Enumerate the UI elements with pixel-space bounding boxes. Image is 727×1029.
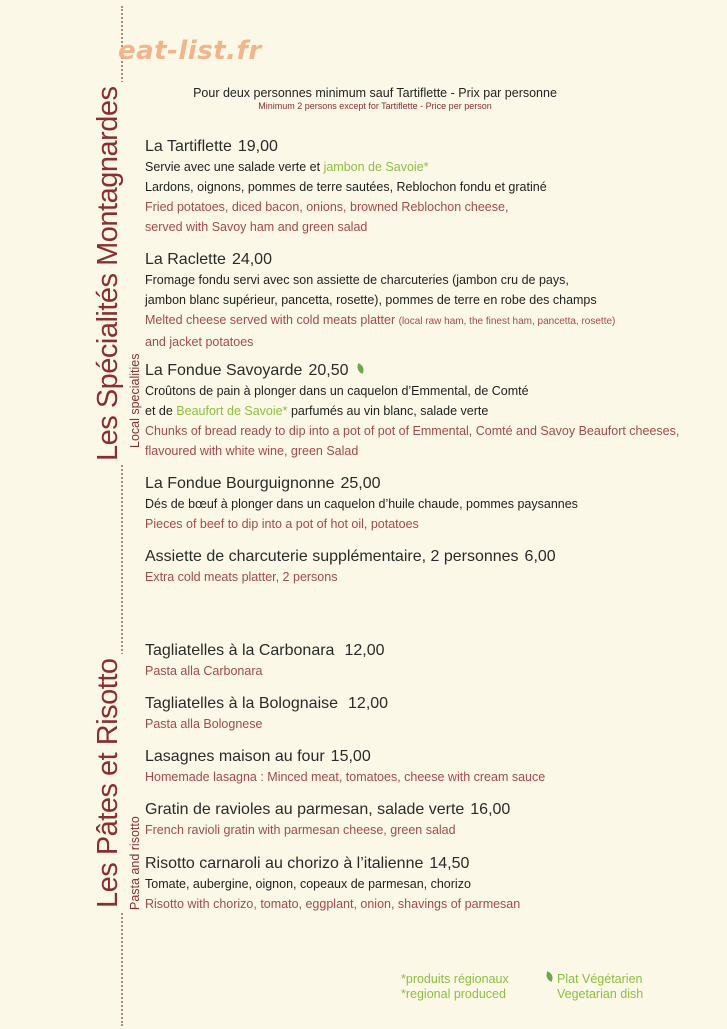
watermark: eat-list.fr [118, 36, 262, 66]
dish-price: 25,00 [340, 475, 381, 492]
dish-price: 12,00 [344, 642, 385, 659]
dish-price: 14,50 [429, 855, 470, 872]
dish-price: 24,00 [231, 251, 272, 268]
legend-vegetarian: Plat Végétarien Vegetarian dish [544, 972, 643, 1002]
dish-ravioles [145, 800, 705, 840]
dish-desc-fr: Servie avec une salade verte et jambon de Savoie* [145, 160, 429, 174]
dish-name: Lasagnes maison au four 15,00 [145, 748, 371, 765]
dish-price: 16,00 [470, 801, 511, 818]
dish-desc-en: Risotto with chorizo, tomato, eggplant, onion, shavings of parmesan [145, 897, 521, 911]
dish-name: Assiette de charcuterie supplémentaire, 2 personnes 6,00 [145, 548, 556, 565]
dish-name: La Fondue Savoyarde 20,50 [145, 361, 705, 381]
dish-desc-en: served with Savoy ham and green salad [145, 220, 368, 234]
intro [160, 86, 590, 111]
dish-desc-fr: jambon blanc supérieur, pancetta, rosette), pommes de terre en robe des champs [145, 293, 597, 307]
dish-price: 19,00 [237, 138, 278, 155]
dish-price: 6,00 [524, 548, 556, 565]
dish-desc-fr: Dés de bœuf à plonger dans un caquelon d’huile chaude, pommes paysannes [145, 497, 578, 511]
dish-desc-fr: Fromage fondu servi avec son assiette de charcuteries (jambon cru de pays, [145, 273, 569, 287]
dish-fondue-savoyarde [145, 361, 705, 461]
dish-desc-fr: Croûtons de pain à plonger dans un caquelon d’Emmental, de Comté [145, 384, 529, 398]
dish-name: La Raclette 24,00 [145, 251, 272, 268]
legend-regional: *produits régionaux *regional produced [401, 972, 509, 1001]
dish-desc-en: Pasta alla Carbonara [145, 664, 263, 678]
dish-fondue-bourguignonne [145, 474, 705, 534]
section-title-montagnardes [92, 82, 125, 465]
dish-desc-en: Pasta alla Bolognese [145, 717, 263, 731]
dish-bolognaise [145, 694, 705, 734]
dish-desc-fr: Tomate, aubergine, oignon, copeaux de parmesan, chorizo [145, 877, 471, 891]
section-subtitle-pates: Pasta and risotto [128, 816, 142, 910]
dish-name: La Tartiflette 19,00 [145, 138, 278, 155]
dish-risotto [145, 854, 705, 914]
section-subtitle-montagnardes: Local specialities [128, 353, 142, 448]
dish-desc-en: Melted cheese served with cold meats platter (local raw ham, the finest ham, pancetta, rosette) [145, 313, 616, 327]
dish-name: Risotto carnaroli au chorizo à l’italienne 14,50 [145, 855, 470, 872]
dish-desc-en: and jacket potatoes [145, 335, 254, 349]
dish-price: 15,00 [330, 748, 371, 765]
intro-fr: Pour deux personnes minimum sauf Tartiflette - Prix par personne [193, 86, 557, 100]
dish-desc-en: flavoured with white wine, green Salad [145, 444, 359, 458]
dish-lasagnes [145, 747, 705, 787]
dish-desc-fr: et de Beaufort de Savoie* parfumés au vin blanc, salade verte [145, 404, 489, 418]
dish-desc-en: French ravioli gratin with parmesan cheese, green salad [145, 823, 456, 837]
dish-price: 20,50 [308, 362, 349, 379]
intro-en: Minimum 2 persons except for Tartiflette - Price per person [258, 101, 492, 111]
vegetarian-leaf-icon [545, 971, 554, 982]
dish-price: 12,00 [348, 695, 389, 712]
vegetarian-leaf-icon [355, 363, 364, 374]
dish-desc-fr: Lardons, oignons, pommes de terre sautées, Reblochon fondu et gratiné [145, 180, 547, 194]
dish-name: Tagliatelles à la Carbonara 12,00 [145, 642, 385, 659]
dish-desc-en: Pieces of beef to dip into a pot of hot oil, potatoes [145, 517, 419, 531]
dish-name: Tagliatelles à la Bolognaise 12,00 [145, 695, 389, 712]
dish-raclette [145, 250, 705, 352]
dish-tartiflette [145, 137, 705, 237]
section-heading: Les Spécialités Montagnardes [92, 86, 124, 461]
dish-name: La Fondue Bourguignonne 25,00 [145, 475, 381, 492]
dish-desc-en: Chunks of bread ready to dip into a pot of pot of Emmental, Comté and Savoy Beaufort cheeses, [145, 424, 680, 438]
dish-name: Gratin de ravioles au parmesan, salade verte 16,00 [145, 801, 511, 818]
section-heading: Les Pâtes et Risotto [92, 658, 124, 908]
dish-charcuterie [145, 547, 705, 587]
section-title-pates [92, 654, 125, 912]
dish-carbonara [145, 641, 705, 681]
dish-desc-en: Fried potatoes, diced bacon, onions, browned Reblochon cheese, [145, 200, 509, 214]
dish-desc-en: Extra cold meats platter, 2 persons [145, 570, 338, 584]
dish-desc-en: Homemade lasagna : Minced meat, tomatoes, cheese with cream sauce [145, 770, 546, 784]
